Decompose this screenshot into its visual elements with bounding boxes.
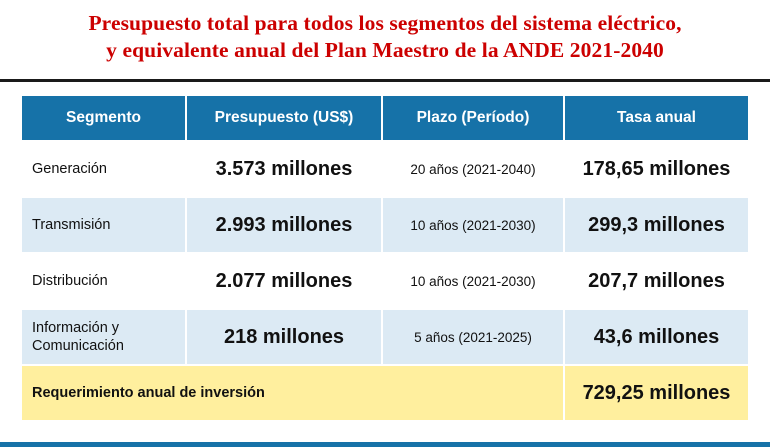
column-header-tasa: Tasa anual [564,96,748,141]
table-row [22,141,748,197]
cell-plazo: 5 años (2021-2025) [382,309,564,365]
cell-presupuesto: 218 millones [186,309,382,365]
footer-value: 729,25 millones [564,365,748,421]
cell-segmento: Distribución [22,253,186,309]
cell-tasa: 207,7 millones [564,253,748,309]
column-header-segmento: Segmento [22,96,186,141]
table-footer-row [22,365,748,421]
table-row [22,197,748,253]
page-title-line-2: y equivalente anual del Plan Maestro de la ANDE 2021-2040 [106,38,664,62]
cell-tasa: 178,65 millones [564,141,748,197]
cell-presupuesto: 3.573 millones [186,141,382,197]
table-container [0,82,770,422]
cell-plazo: 10 años (2021-2030) [382,197,564,253]
cell-presupuesto: 2.993 millones [186,197,382,253]
cell-tasa: 299,3 millones [564,197,748,253]
cell-segmento: Transmisión [22,197,186,253]
cell-presupuesto: 2.077 millones [186,253,382,309]
cell-plazo: 10 años (2021-2030) [382,253,564,309]
table-row [22,253,748,309]
cell-segmento: Generación [22,141,186,197]
cell-plazo: 20 años (2021-2040) [382,141,564,197]
budget-table [22,96,748,422]
footer-label: Requerimiento anual de inversión [22,365,564,421]
column-header-plazo: Plazo (Período) [382,96,564,141]
title-block [0,0,770,72]
page-title-line-1: Presupuesto total para todos los segmentos del sistema eléctrico, [88,11,682,35]
bottom-accent-bar [0,442,770,447]
column-header-presupuesto: Presupuesto (US$) [186,96,382,141]
table-row [22,309,748,365]
cell-tasa: 43,6 millones [564,309,748,365]
cell-segmento: Información y Comunicación [22,309,186,365]
table-header-row [22,96,748,141]
